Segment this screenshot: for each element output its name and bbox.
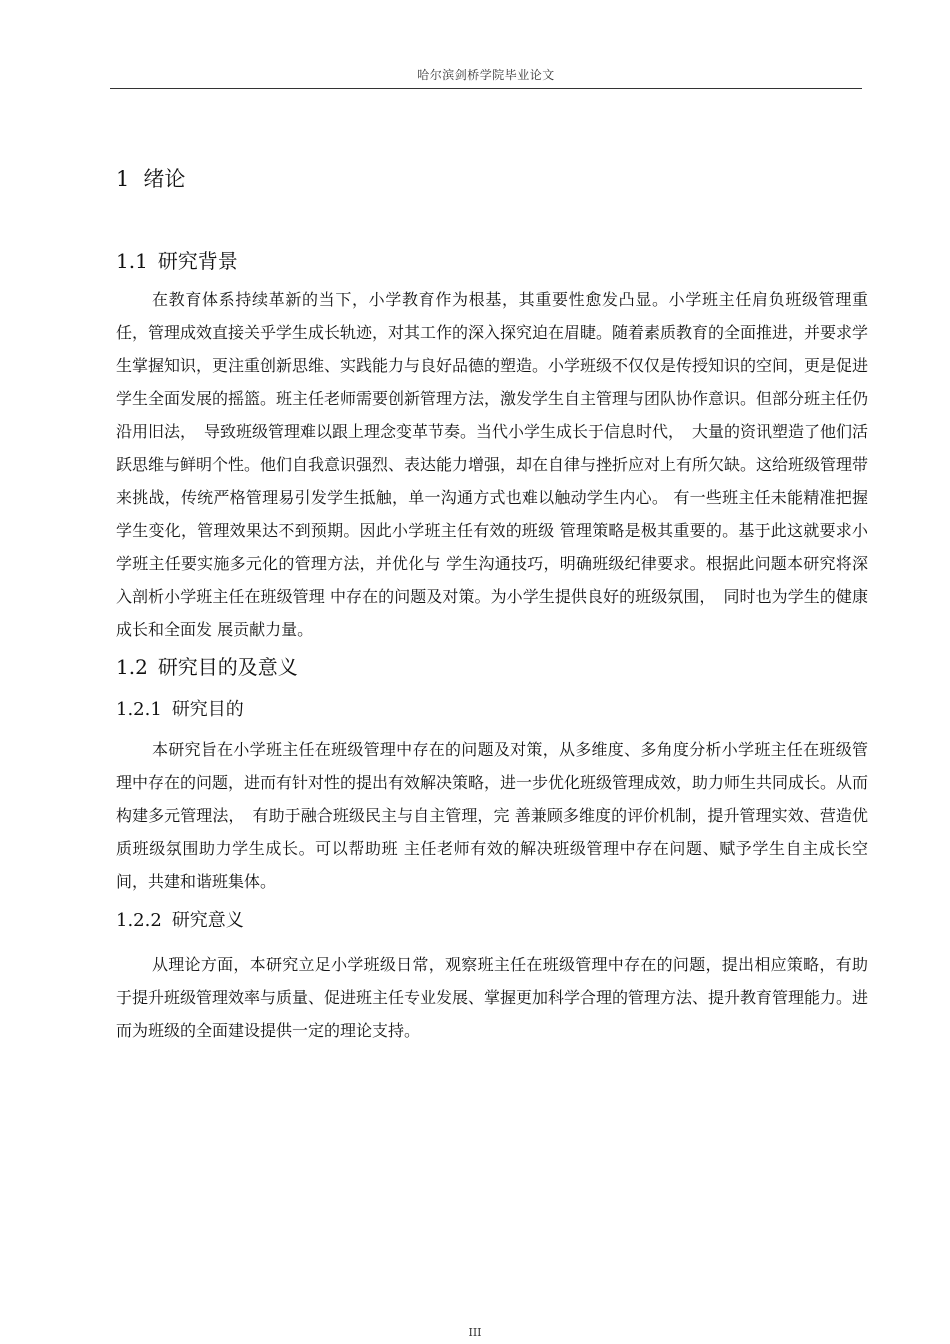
chapter-title: 绪论: [143, 167, 186, 191]
subsection-title: 研究目的: [171, 699, 244, 720]
section-title: 研究目的及意义: [157, 655, 298, 679]
chapter-number: 1: [116, 167, 130, 191]
section-title: 研究背景: [157, 249, 238, 273]
header-rule: [110, 88, 862, 89]
running-header: 哈尔滨剑桥学院毕业论文: [417, 68, 555, 82]
section-number: 1.1: [116, 249, 148, 273]
page-number: III: [468, 1326, 482, 1339]
subsection-heading-1-2-2: [116, 906, 868, 936]
section-heading-1-1: [116, 245, 868, 277]
subsection-number: 1.2.2: [116, 910, 162, 931]
background-paragraph: 在教育体系持续革新的当下，小学教育作为根基，其重要性愈发凸显。小学班主任肩负班级管理重任，管理成效直接关乎学生成长轨迹，对其工作的深入探究迫在眉睫。随着素质教育的全面推进，并要求学生掌握知识，更注重创新思维、实践能力与良好品德的塑造。小学班级不仅仅是传授知识的空间，更是促进学生全面发展的摇篮。班主任老师需要创新管理方法，激发学生自主管理与团队协作意识。但部分班主任仍沿用旧法， 导致班级管理难以跟上理念变革节奏。当代小学生成长于信息时代， 大量的资讯塑造了他们活跃思维与鲜明个性。他们自我意识强烈、表达能力增强，却在自律与挫折应对上有所欠缺。这给班级管理带来挑战，传统严格管理易引发学生抵触，单一沟通方式也难以触动学生内心。 有一些班主任未能精准把握学生变化，管理效果达不到预期。因此小学班主任有效的班级 管理策略是极其重要的。基于此这就要求小学班主任要实施多元化的管理方法，并优化与 学生沟通技巧，明确班级纪律要求。根据此问题本研究将深入剖析小学班主任在班级管理 中存在的问题及对策。为小学生提供良好的班级氛围， 同时也为学生的健康成长和全面发 展贡献力量。: [116, 290, 869, 639]
significance-paragraph: 从理论方面，本研究立足小学班级日常，观察班主任在班级管理中存在的问题，提出相应策略，有助于提升班级管理效率与质量、促进班主任专业发展、掌握更加科学合理的管理方法、提升教育管理能力。进而为班级的全面建设提供一定的理论支持。: [116, 955, 869, 1040]
subsection-number: 1.2.1: [116, 699, 162, 720]
subsection-heading-1-2-1: [116, 695, 868, 725]
page-body: [116, 162, 868, 1047]
subsection-title: 研究意义: [171, 910, 244, 931]
purpose-paragraph: 本研究旨在小学班主任在班级管理中存在的问题及对策，从多维度、多角度分析小学班主任在班级管理中存在的问题，进而有针对性的提出有效解决策略，进一步优化班级管理成效，助力师生共同成长。从而构建多元管理法， 有助于融合班级民主与自主管理，完 善兼顾多维度的评价机制，提升管理实效、营造优质班级氛围助力学生成长。可以帮助班 主任老师有效的解决班级管理中存在问题、赋予学生自主成长空间，共建和谐班集体。: [116, 740, 869, 891]
section-number: 1.2: [116, 655, 148, 679]
section-heading-1-2: [116, 651, 868, 683]
chapter-heading: [116, 162, 868, 196]
